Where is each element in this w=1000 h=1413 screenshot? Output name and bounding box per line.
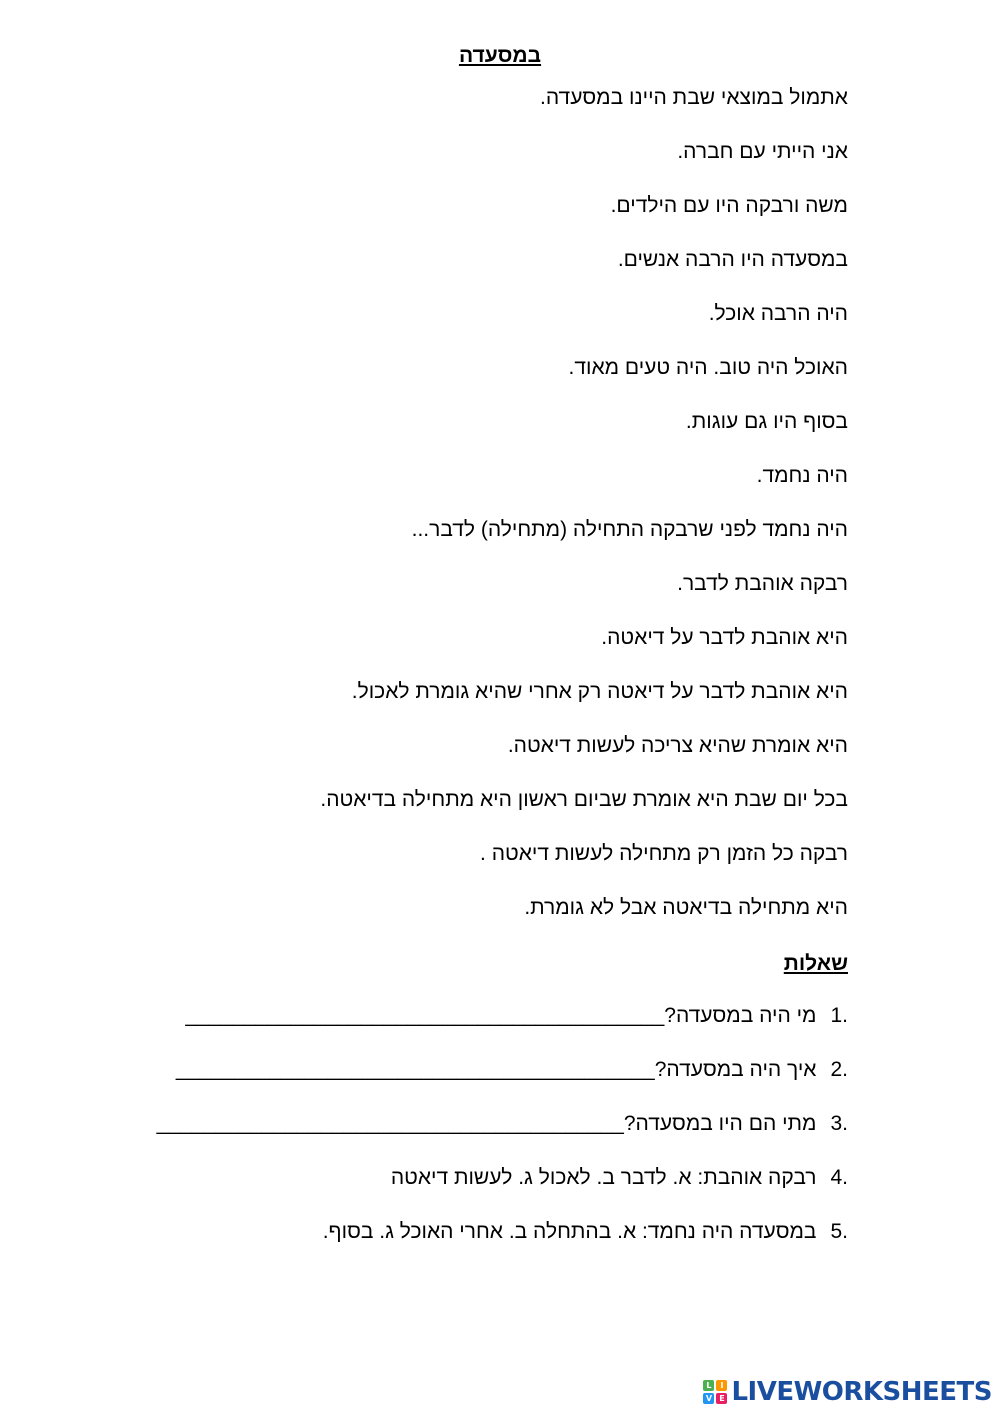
story-line: אתמול במוצאי שבת היינו במסעדה. xyxy=(540,86,848,109)
question-number: 3. xyxy=(830,1112,848,1135)
questions-title: שאלות xyxy=(783,952,848,975)
story-line: רבקה כל הזמן רק מתחילה לעשות דיאטה . xyxy=(480,842,848,865)
question-number: 4. xyxy=(830,1166,848,1189)
story-line: היה הרבה אוכל. xyxy=(708,302,848,325)
question-text: איך היה במסעדה? xyxy=(654,1058,817,1081)
logo-cell: L xyxy=(703,1380,714,1391)
logo-cell: E xyxy=(716,1393,727,1404)
story-line: היא אומרת שהיא צריכה לעשות דיאטה. xyxy=(507,734,848,757)
story-line: רבקה אוהבת לדבר. xyxy=(677,572,848,595)
question-5 xyxy=(323,1218,848,1246)
question-2 xyxy=(176,1056,848,1084)
logo-cell: I xyxy=(716,1380,727,1391)
logo-mark-icon xyxy=(703,1380,727,1404)
worksheet-title: במסעדה xyxy=(458,44,542,67)
question-text[interactable]: רבקה אוהבת: א. לדבר ב. לאכול ג. לעשות דיאטה xyxy=(390,1166,817,1189)
answer-line-1[interactable]: _________________________________________ xyxy=(185,1004,665,1027)
question-text[interactable]: במסעדה היה נחמד: א. בהתחלה ב. אחרי האוכל ג. בסוף. xyxy=(322,1220,817,1243)
story-line: האוכל היה טוב. היה טעים מאוד. xyxy=(568,356,848,379)
answer-line-3[interactable]: ________________________________________ xyxy=(156,1112,624,1135)
question-text: מתי הם היו במסעדה? xyxy=(623,1112,817,1135)
story-line: בסוף היו גם עוגות. xyxy=(685,410,848,433)
story-line: היא אוהבת לדבר על דיאטה רק אחרי שהיא גומרת לאכול. xyxy=(351,680,848,703)
question-number: 1. xyxy=(830,1004,848,1027)
question-1 xyxy=(185,1002,848,1030)
logo-cell: V xyxy=(703,1393,714,1404)
story-line: היה נחמד. xyxy=(756,464,848,487)
story-line: במסעדה היו הרבה אנשים. xyxy=(617,248,848,271)
story-line: היא אוהבת לדבר על דיאטה. xyxy=(601,626,848,649)
story-line: משה ורבקה היו עם הילדים. xyxy=(610,194,848,217)
question-4 xyxy=(391,1164,848,1192)
question-text: מי היה במסעדה? xyxy=(664,1004,817,1027)
story-line: אני הייתי עם חברה. xyxy=(677,140,848,163)
question-number: 5. xyxy=(830,1220,848,1243)
story-line: בכל יום שבת היא אומרת שביום ראשון היא מתחילה בדיאטה. xyxy=(320,788,848,811)
liveworksheets-logo xyxy=(703,1377,992,1407)
story-line: היה נחמד לפני שרבקה התחילה (מתחילה) לדבר... xyxy=(411,518,848,541)
question-number: 2. xyxy=(830,1058,848,1081)
logo-text: LIVEWORKSHEETS xyxy=(731,1377,992,1407)
answer-line-2[interactable]: _________________________________________ xyxy=(175,1058,655,1081)
question-3 xyxy=(157,1110,848,1138)
story-line: היא מתחילה בדיאטה אבל לא גומרת. xyxy=(524,896,848,919)
